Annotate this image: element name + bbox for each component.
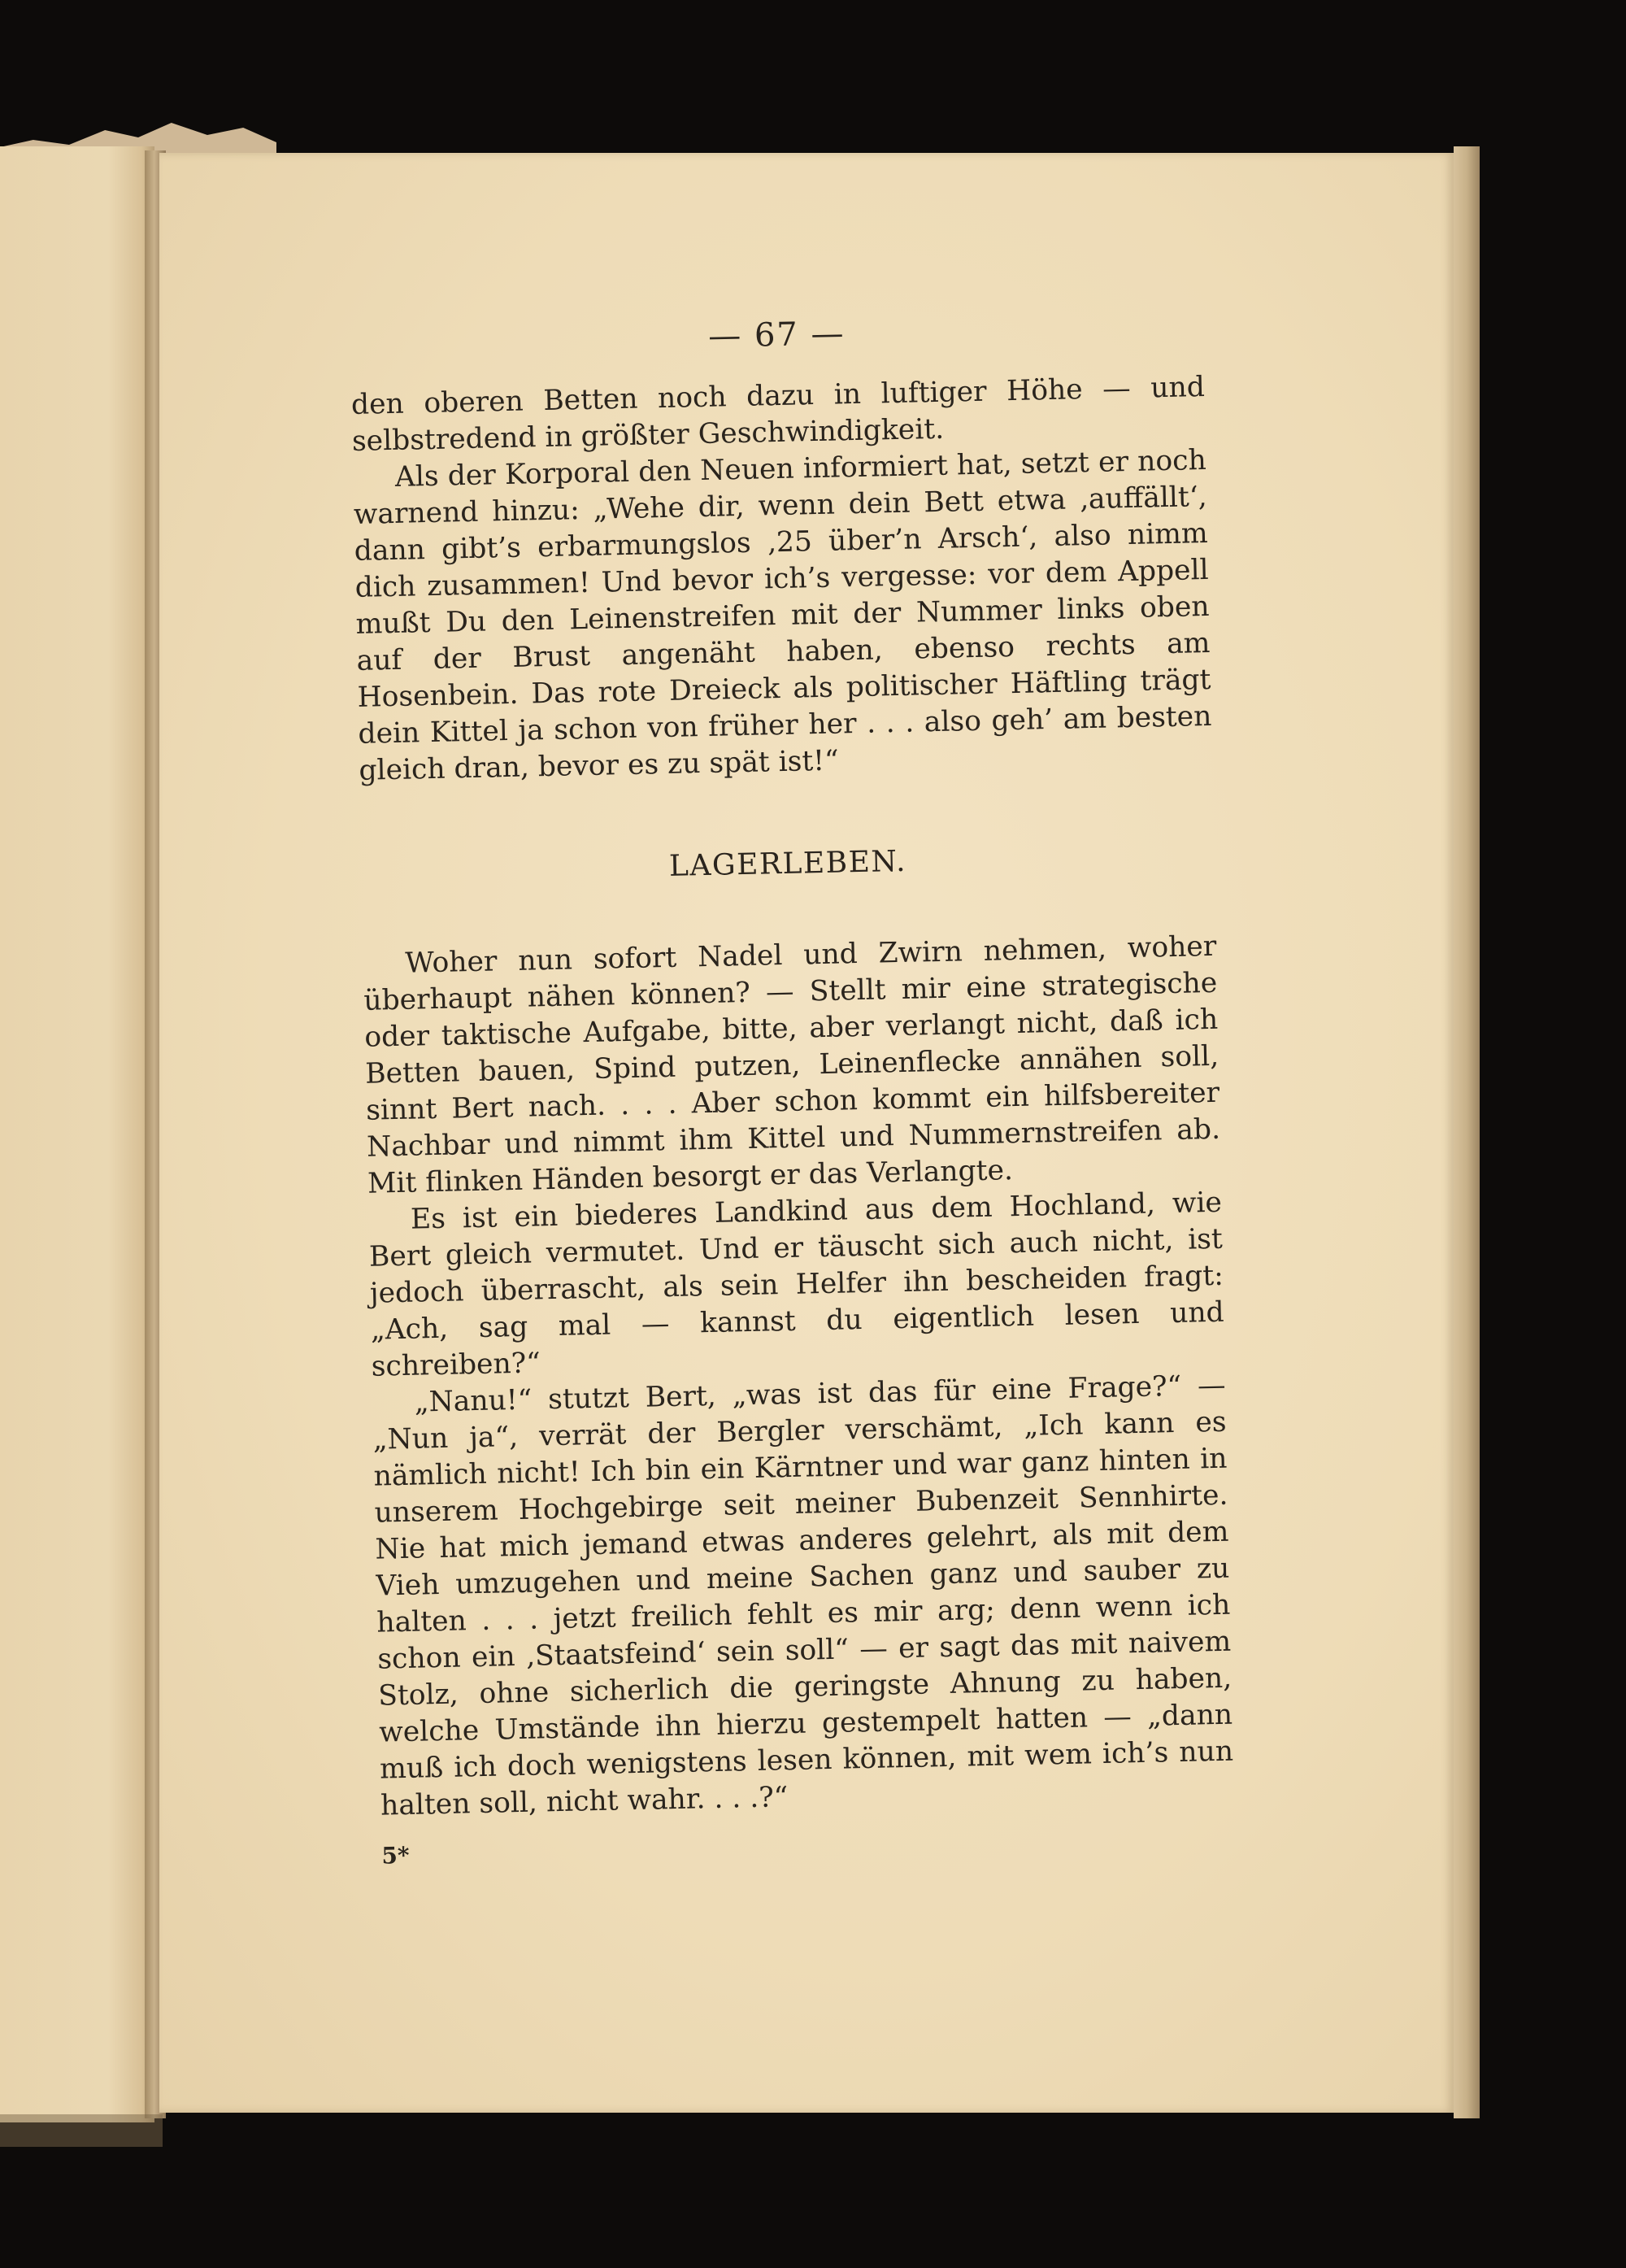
cover-corner bbox=[0, 2114, 163, 2147]
page-text bbox=[350, 307, 1236, 1870]
page-number: — 67 — bbox=[707, 315, 846, 355]
paragraph-korporal: Als der Korporal den Neuen informiert hat, setzt er noch warnend hinzu: „Wehe dir, wenn dein Bett etwa ‚auffällt‘, dann gibt’s erbarmungslos ‚25 über’n Arsch‘, also nimm dich zusammen! Und bevor ich’s vergesse: vor dem Appell mußt Du den Leinenstreifen mit der Nummer links oben auf der Brust angenäht haben, ebenso rechts am Hosenbein. Das rote Dreieck als politischer Häftling trägt dein Kittel ja schon von früher her . . . also geh’ am besten gleich dran, bevor es zu spät ist!“ bbox=[353, 443, 1212, 787]
paragraph-landkind: Es ist ein biederes Landkind aus dem Hochland, wie Bert gleich vermutet. Und er täuscht sich auch nicht, ist jedoch überrascht, als sein Helfer ihn bescheiden fragt: „Ach, sag mal — kannst du eigentlich lesen und schreiben?“ bbox=[368, 1186, 1225, 1383]
section-heading: LAGERLEBEN. bbox=[668, 844, 907, 883]
paragraph-nanu: „Nanu!“ stutzt Bert, „was ist das für eine Frage?“ — „Nun ja“, verrät der Bergler verschämt, „Ich kann es nämlich nicht! Ich bin ein Kärntner und war ganz hinten in unserem Hochgebirge seit meiner Bubenzeit Sennhirte. Nie hat mich jemand etwas anderes gelehrt, als mit dem Vieh umzugehen und meine Sachen ganz und sauber zu halten . . . jetzt freilich fehlt es mir arg; denn wenn ich schon ein ‚Staatsfeind‘ sein soll“ — er sagt das mit naivem Stolz, ohne sicherlich die geringste Ahnung zu haben, welche Umstände ihn hierzu gestempelt hatten — „dann muß ich doch wenigstens lesen können, mit wem ich’s nun halten soll, nicht wahr. . . .?“ bbox=[372, 1369, 1234, 1822]
paragraph-nadel-zwirn: Woher nun sofort Nadel und Zwirn nehmen, woher überhaupt nähen können? — Stellt mir eine strategische oder taktische Aufgabe, bitte, aber verlangt nicht, daß ich Betten bauen, Spind putzen, Leinenflecke annähen soll, sinnt Bert nach. . . . Aber schon kommt ein hilfsbereiter Nachbar und nimmt ihm Kittel und Nummernstreifen ab. Mit flinken Händen besorgt er das Verlangte. bbox=[363, 929, 1221, 1200]
right-page-edge bbox=[1454, 146, 1480, 2118]
paragraph-continuation: den oberen Betten noch dazu in luftiger Höhe — und selbstredend in größter Geschwindigkeit. bbox=[350, 370, 1206, 458]
signature-mark: 5* bbox=[381, 1841, 410, 1870]
left-page-edge bbox=[0, 146, 154, 2122]
